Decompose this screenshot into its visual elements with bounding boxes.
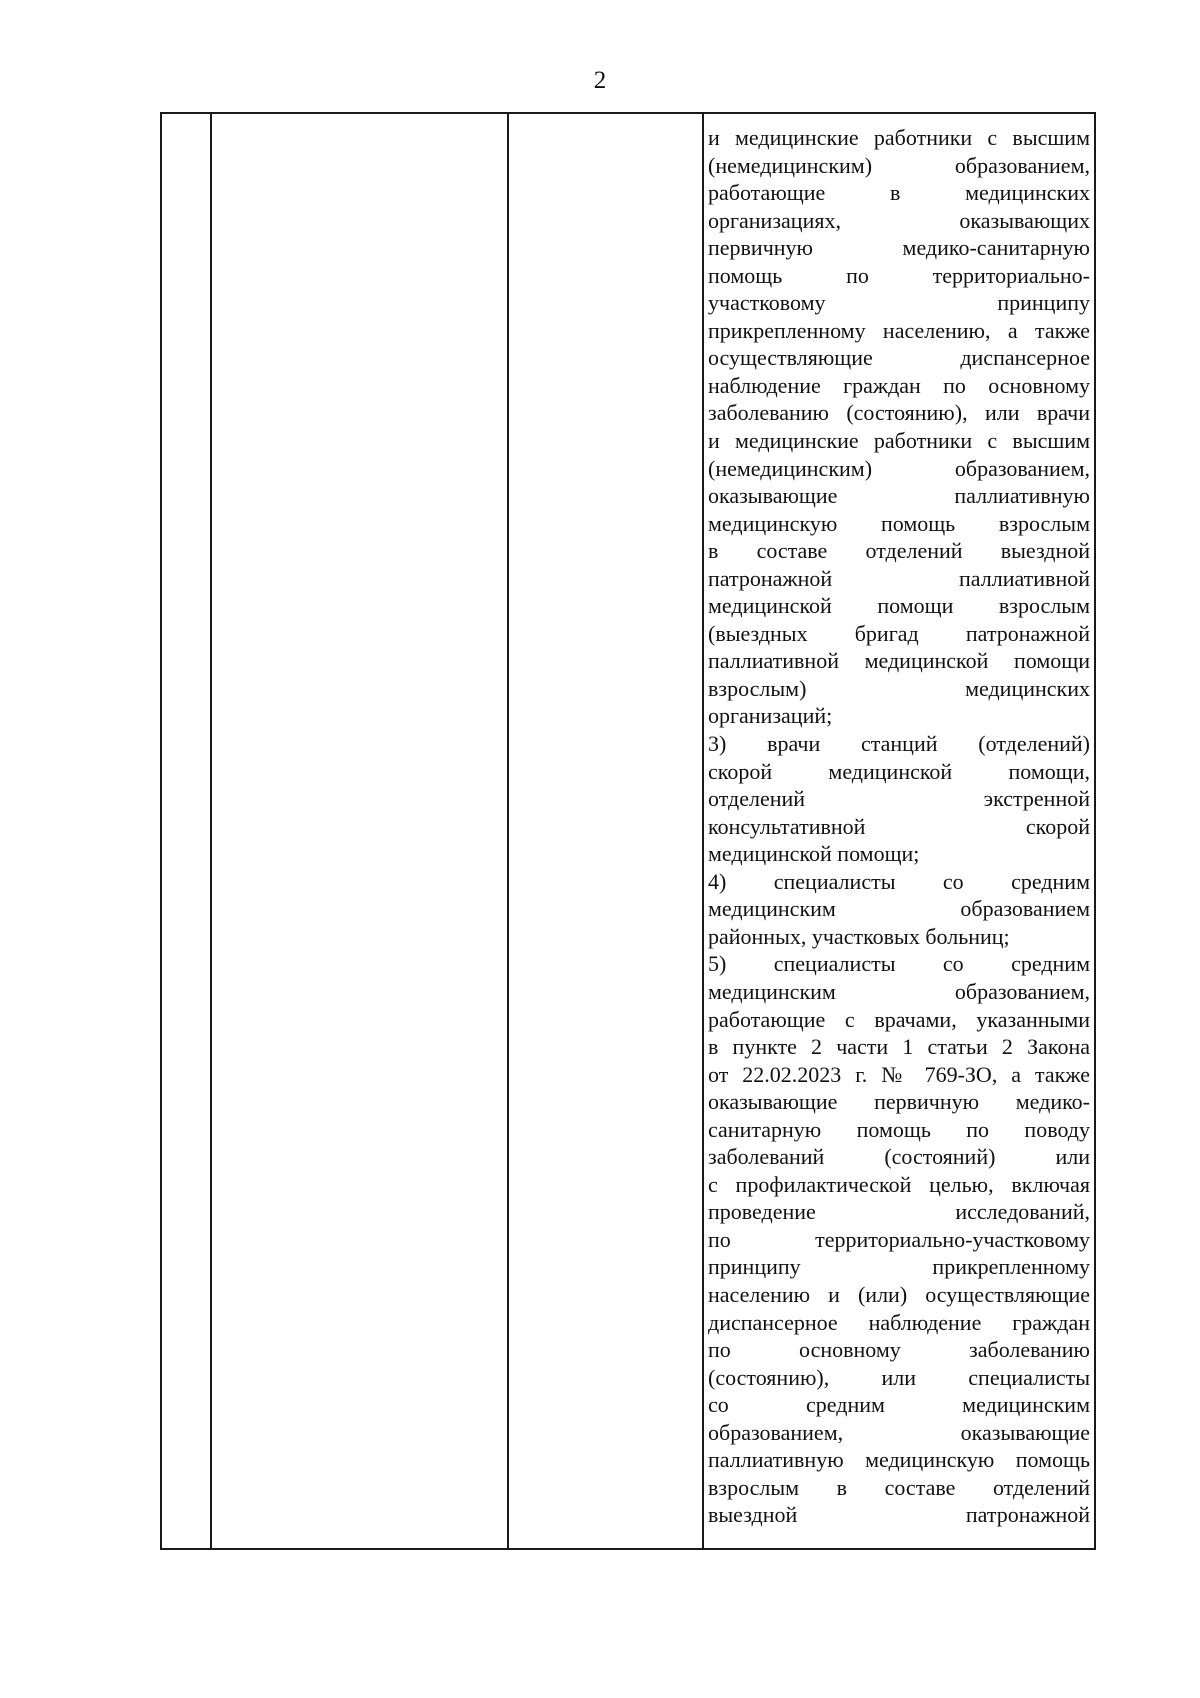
- cell-text-line: медицинской помощи;: [708, 841, 920, 867]
- column-divider-3: [702, 114, 704, 1548]
- document-table: [160, 112, 1096, 1550]
- cell-text-line: в пункте 2 части 1 статьи 2 Закона: [708, 1034, 1090, 1060]
- cell-text-line: отделений экстренной: [708, 786, 1090, 812]
- cell-text-line: образованием, оказывающие: [708, 1419, 1090, 1445]
- cell-text-line: 3) врачи станций (отделений): [708, 731, 1090, 757]
- cell-text-line: 5) специалисты со средним: [708, 951, 1090, 977]
- cell-text-line: наблюдение граждан по основному: [708, 372, 1090, 398]
- cell-text-line: первичную медико-санитарную: [708, 235, 1090, 261]
- cell-text-line: диспансерное наблюдение граждан: [708, 1309, 1090, 1335]
- cell-text-line: оказывающие первичную медико-: [708, 1089, 1090, 1115]
- cell-text-line: оказывающие паллиативную: [708, 483, 1090, 509]
- cell-text-line: населению и (или) осуществляющие: [708, 1281, 1090, 1307]
- column-divider-2: [507, 114, 509, 1548]
- cell-text-line: работающие с врачами, указанными: [708, 1006, 1090, 1032]
- cell-text-line: по территориально-участковому: [708, 1226, 1090, 1252]
- column-divider-1: [210, 114, 212, 1548]
- cell-text-line: с профилактической целью, включая: [708, 1171, 1090, 1197]
- cell-text-line: проведение исследований,: [708, 1199, 1090, 1225]
- cell-text-line: организациях, оказывающих: [708, 207, 1090, 233]
- cell-text-line: медицинской помощи взрослым: [708, 593, 1090, 619]
- cell-text-line: паллиативной медицинской помощи: [708, 648, 1090, 674]
- cell-text-line: со средним медицинским: [708, 1392, 1090, 1418]
- cell-text-line: районных, участковых больниц;: [708, 923, 1010, 949]
- cell-text-line: взрослым) медицинских: [708, 675, 1090, 701]
- cell-text-line: (немедицинским) образованием,: [708, 152, 1090, 178]
- cell-text-line: помощь по территориально-: [708, 262, 1090, 288]
- cell-text-line: и медицинские работники с высшим: [708, 428, 1090, 454]
- cell-text-line: заболеванию (состоянию), или врачи: [708, 400, 1090, 426]
- cell-text-line: и медицинские работники с высшим: [708, 125, 1090, 150]
- cell-text-line: организаций;: [708, 703, 833, 729]
- last-column-cell-text: [708, 124, 1090, 1529]
- cell-text-line: работающие в медицинских: [708, 180, 1090, 206]
- cell-text-line: по основному заболеванию: [708, 1337, 1090, 1363]
- cell-text-line: медицинскую помощь взрослым: [708, 510, 1090, 536]
- page-number: 2: [593, 67, 607, 94]
- cell-text-line: паллиативную медицинскую помощь: [708, 1447, 1090, 1473]
- cell-text-line: принципу прикрепленному: [708, 1254, 1090, 1280]
- cell-text-line: в составе отделений выездной: [708, 538, 1090, 564]
- cell-text-line: взрослым в составе отделений: [708, 1474, 1090, 1500]
- cell-text-line: медицинским образованием: [708, 896, 1090, 922]
- cell-text-line: прикрепленному населению, а также: [708, 317, 1090, 343]
- cell-text-line: заболеваний (состояний) или: [708, 1144, 1090, 1170]
- cell-text-line: (немедицинским) образованием,: [708, 455, 1090, 481]
- cell-text-line: 4) специалисты со средним: [708, 868, 1090, 894]
- cell-text-line: скорой медицинской помощи,: [708, 758, 1090, 784]
- cell-text-line: от 22.02.2023 г. № 769-ЗО, а также: [708, 1061, 1090, 1087]
- cell-text-line: санитарную помощь по поводу: [708, 1116, 1090, 1142]
- cell-text-line: участковому принципу: [708, 290, 1090, 316]
- cell-text-line: консультативной скорой: [708, 813, 1090, 839]
- cell-text-line: патронажной паллиативной: [708, 565, 1090, 591]
- cell-text-line: (состоянию), или специалисты: [708, 1364, 1090, 1390]
- cell-text-line: (выездных бригад патронажной: [708, 620, 1090, 646]
- cell-text-line: осуществляющие диспансерное: [708, 345, 1090, 371]
- cell-text-line: медицинским образованием,: [708, 978, 1090, 1004]
- cell-text-line: выездной патронажной: [708, 1502, 1090, 1528]
